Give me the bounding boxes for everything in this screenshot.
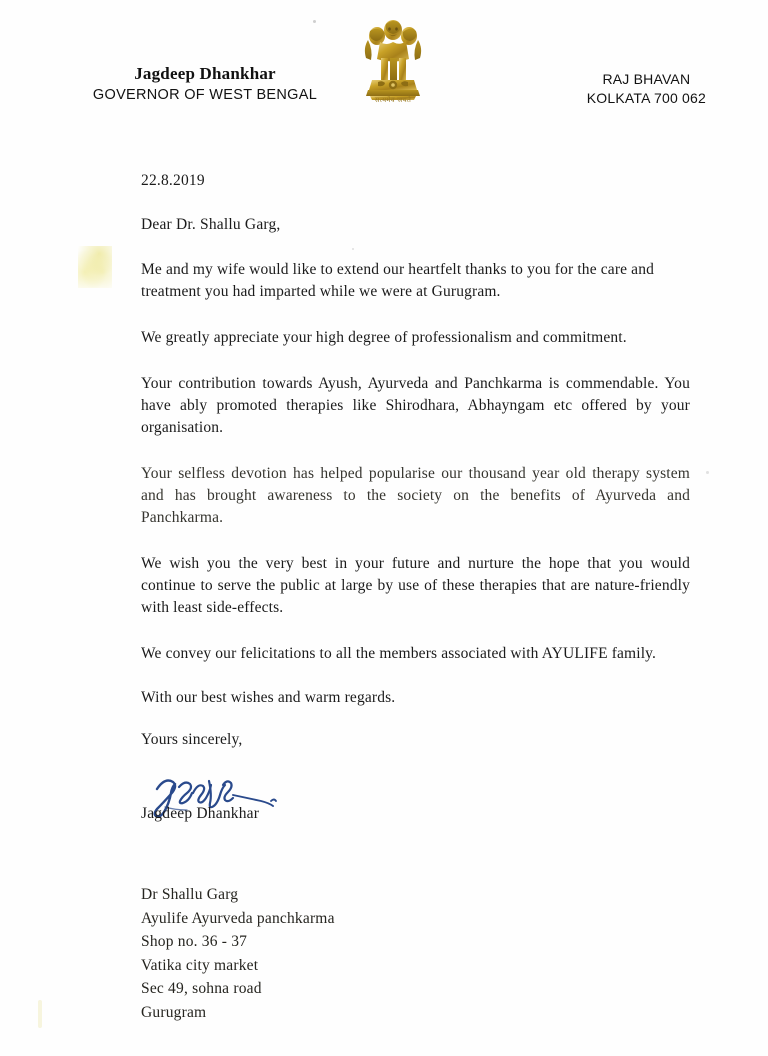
recipient-line-5: Sec 49, sohna road — [141, 980, 262, 998]
letter-body — [141, 172, 690, 1024]
emblem-motto: सत्यमेव जयते — [374, 96, 412, 104]
paragraph-6: We convey our felicitations to all the members associated with AYULIFE family. — [141, 645, 657, 662]
governor-designation: GOVERNOR OF WEST BENGAL — [92, 86, 318, 103]
letter-salutation: Dear Dr. Shallu Garg, — [141, 216, 281, 233]
signature-block — [141, 779, 690, 831]
paragraph-4: Your selfless devotion has helped popularise our thousand year old therapy system and has brought awareness to the society on the benefits of Ayurveda and Panchkarma. — [141, 465, 690, 526]
letterhead-left-block — [60, 64, 350, 103]
scan-edge-artifact — [38, 1000, 42, 1028]
recipient-line-6: Gurugram — [141, 1003, 207, 1021]
recipient-address — [141, 883, 690, 1024]
scan-speck-artifact — [706, 471, 709, 474]
recipient-line-4: Vatika city market — [141, 956, 259, 974]
paragraph-2: We greatly appreciate your high degree of professionalism and commitment. — [141, 329, 627, 346]
scan-speck-artifact — [352, 248, 354, 250]
signature-name: Jagdeep Dhankhar — [141, 805, 260, 822]
governor-name: Jagdeep Dhankhar — [134, 64, 276, 83]
recipient-line-2: Ayulife Ayurveda panchkarma — [141, 909, 335, 927]
address-kolkata: KOLKATA 700 062 — [586, 89, 706, 106]
paragraph-5: We wish you the very best in your future and nurture the hope that you would continue to serve the public at large by use of these therapies that are nature-friendly with least side-effects. — [141, 555, 690, 616]
scan-stain-artifact — [78, 246, 112, 288]
letter-closing: With our best wishes and warm regards. — [141, 689, 396, 706]
recipient-line-1: Dr Shallu Garg — [141, 886, 239, 903]
paragraph-1: Me and my wife would like to extend our heartfelt thanks to you for the care and treatment you had imparted while we were at Gurugram. — [141, 261, 655, 300]
letter-signoff: Yours sincerely, — [141, 731, 243, 748]
paragraph-3: Your contribution towards Ayush, Ayurveda and Panchkarma is commendable. You have ably promoted therapies like Shirodhara, Abhayngam etc offered by your organisation. — [141, 375, 690, 436]
letter-date: 22.8.2019 — [141, 172, 205, 189]
letterhead — [0, 0, 768, 130]
recipient-line-3: Shop no. 36 - 37 — [141, 933, 248, 951]
address-raj-bhavan: RAJ BHAVAN — [602, 71, 691, 87]
letterhead-address-block — [587, 70, 706, 108]
scan-speck-artifact — [313, 20, 316, 23]
